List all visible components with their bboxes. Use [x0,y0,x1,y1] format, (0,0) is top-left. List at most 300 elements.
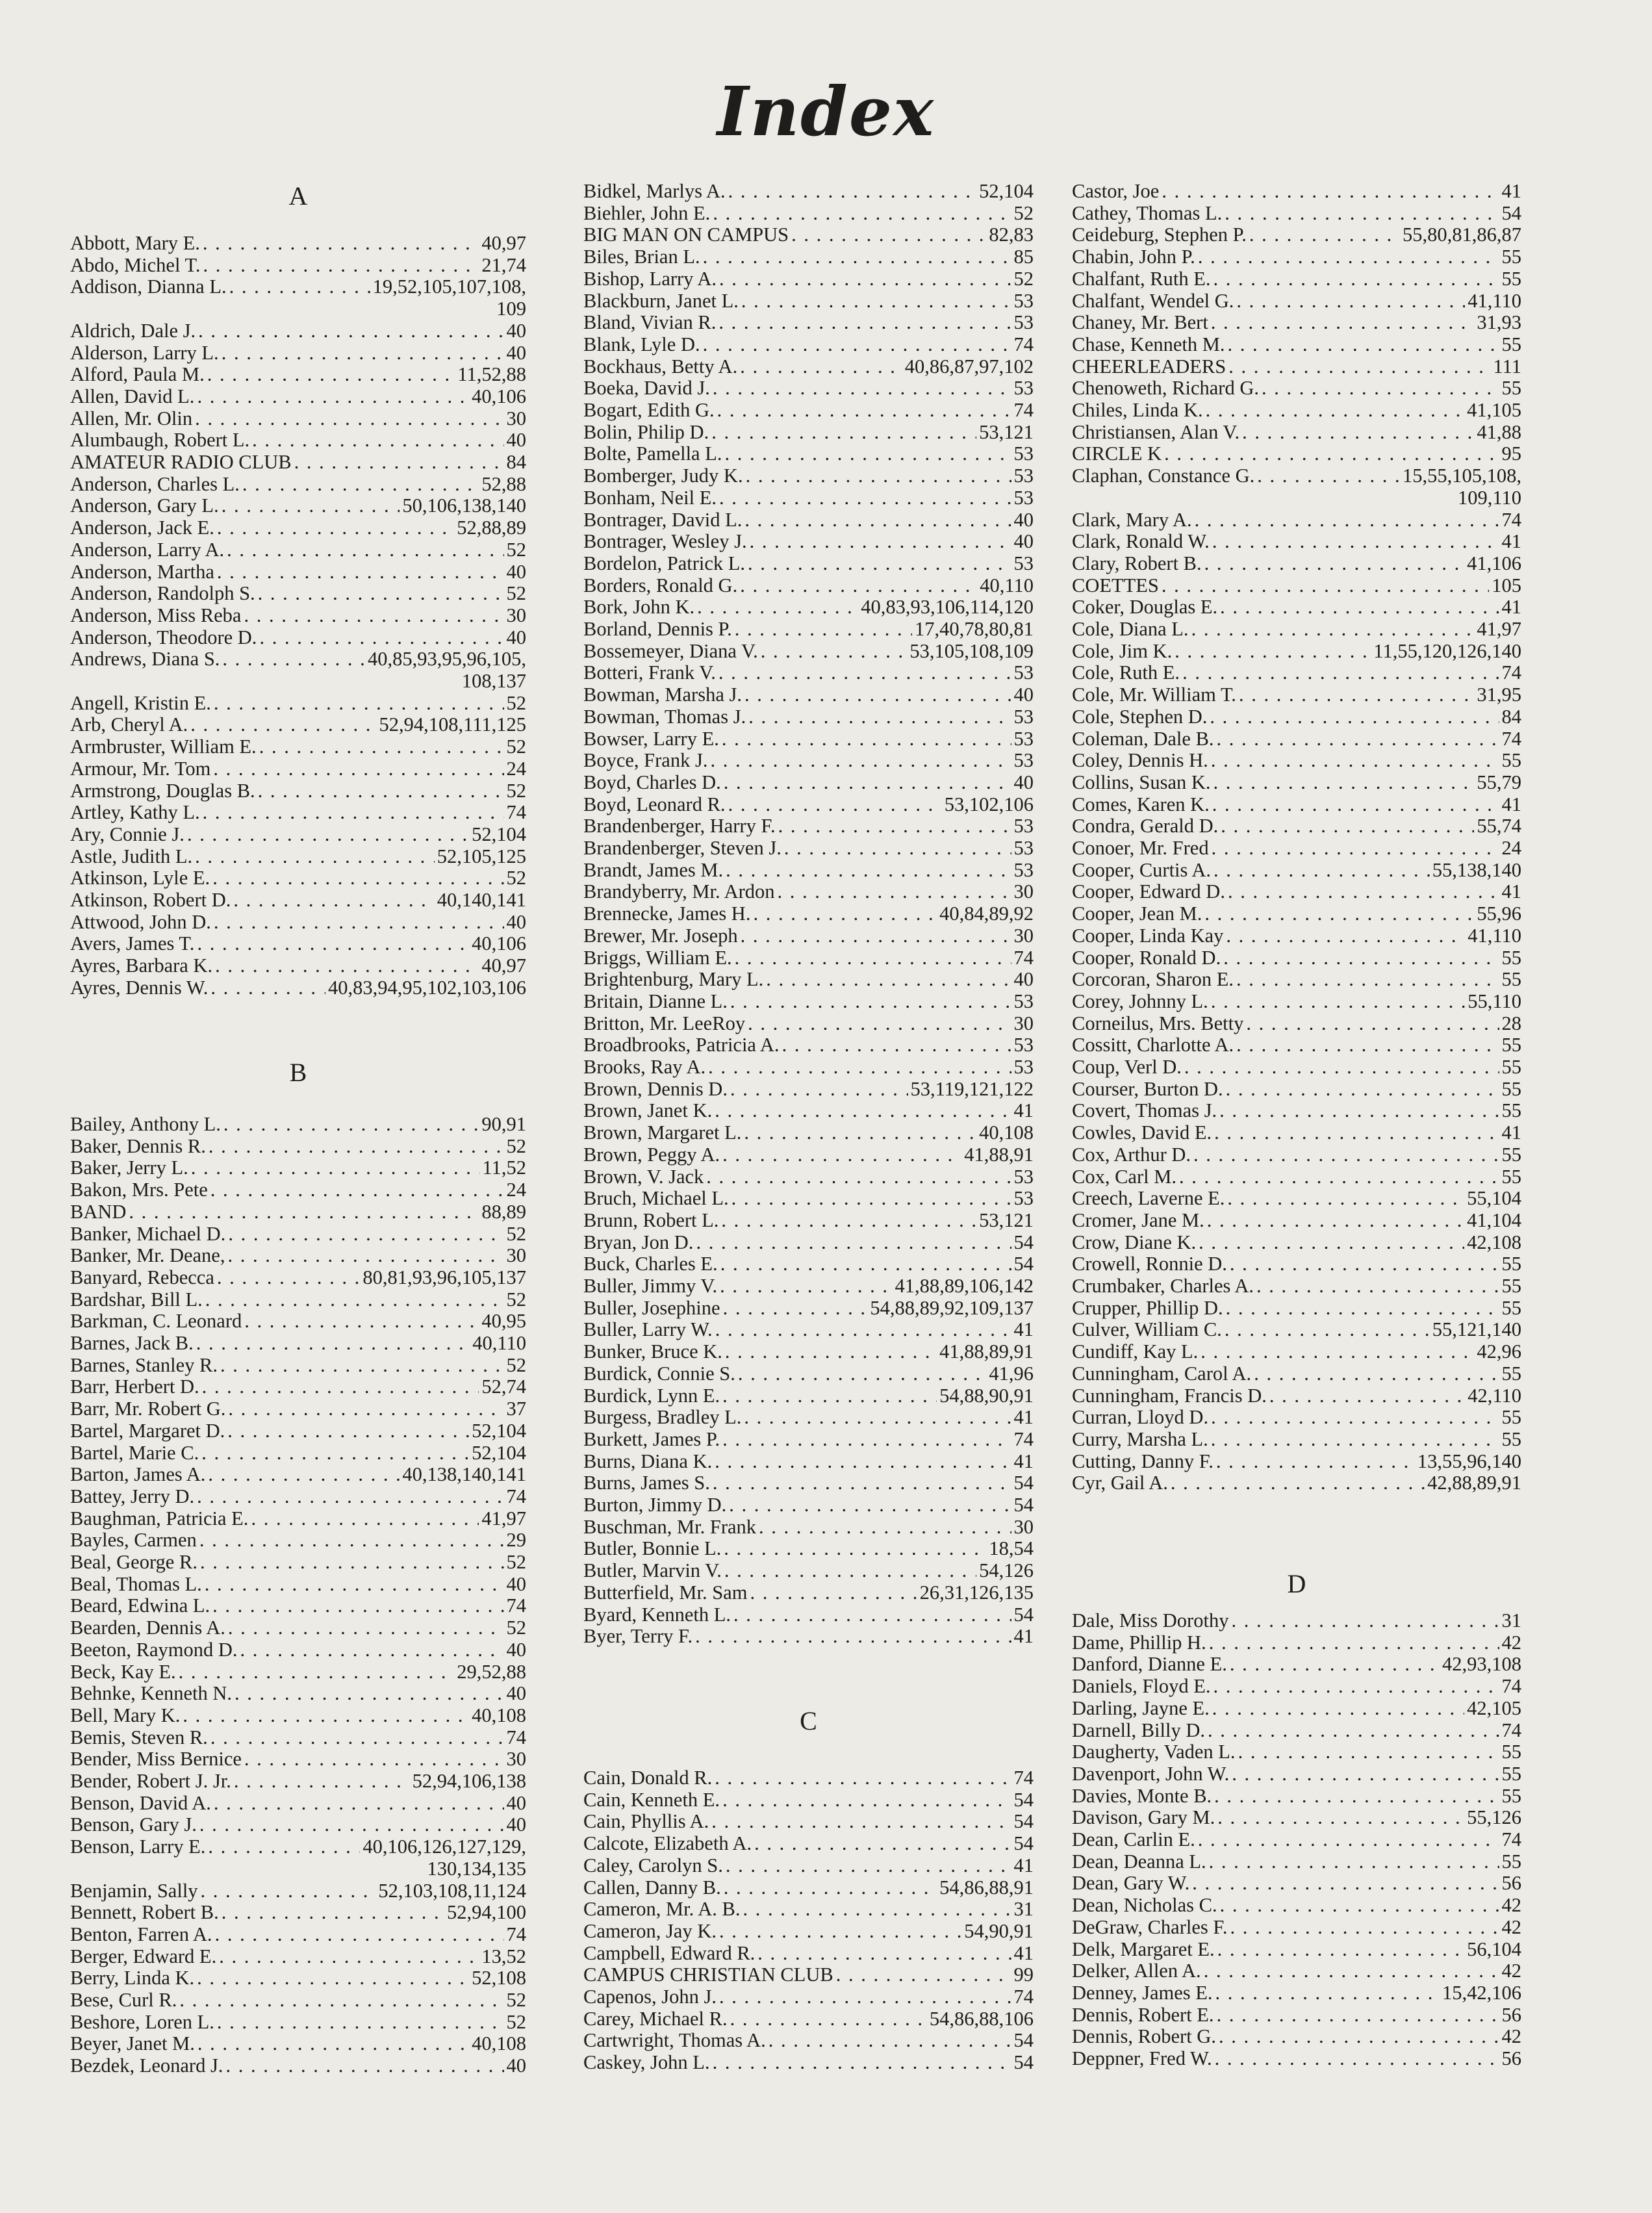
index-entry [1072,1653,1521,1675]
leader-dots [1182,661,1499,684]
entry-name: Culver, William C. [1072,1318,1222,1341]
index-entry [1072,1916,1521,1938]
entry-pages: 74 [506,1726,526,1748]
index-entry [583,224,1034,246]
entry-name: Alumbaugh, Robert L. [70,429,250,452]
leader-dots [1211,1428,1499,1450]
index-entry [583,859,1034,881]
leader-dots [1213,268,1499,290]
index-entry [583,399,1034,421]
index-entry [583,180,1034,202]
entry-name: Cunningham, Francis D. [1072,1384,1267,1407]
entry-pages: 55,74 [1477,815,1521,838]
index-entry [1072,1763,1521,1785]
index-entry [583,771,1034,793]
leader-dots [225,2054,503,2077]
leader-dots [1230,1253,1499,1275]
index-entry [583,728,1034,750]
leader-dots [1212,530,1499,552]
entry-name: Bell, Mary K. [70,1704,181,1726]
index-entry [583,706,1034,728]
entry-name: COETTES [1072,574,1159,596]
entry-pages-continued: 109,110 [1458,487,1521,509]
index-entry [70,494,526,517]
entry-pages: 84 [506,451,526,473]
leader-dots [722,728,1011,750]
index-entry [1072,377,1521,399]
entry-name: Anderson, Theodore D. [70,626,257,648]
entry-name: Burns, James S. [583,1472,710,1494]
index-entry [1072,1675,1521,1697]
entry-pages: 17,40,78,80,81 [915,618,1034,640]
entry-pages: 54,88,90,91 [939,1384,1034,1407]
entry-pages: 40 [506,319,526,342]
entry-name: Anderson, Miss Reba [70,604,242,626]
leader-dots [202,1375,479,1398]
entry-pages: 30 [1013,880,1034,903]
entry-pages: 11,55,120,126,140 [1373,639,1521,662]
leader-dots [761,640,908,662]
entry-name: Brennecke, James H. [583,902,751,925]
entry-name: Anderson, Martha [70,560,214,583]
entry-name: Clary, Robert B. [1072,552,1202,574]
section-heading: D [1287,1569,1306,1598]
entry-name: Bontrager, Wesley J. [583,530,747,553]
index-entry [1072,1631,1521,1654]
entry-pages: 54 [1501,201,1521,224]
index-entry [583,1362,1034,1385]
entry-pages: 28 [1501,1012,1521,1034]
entry-pages: 40,108 [472,1704,526,1726]
leader-dots [730,990,1011,1012]
leader-dots [244,1310,479,1332]
entry-name: Crowell, Ronnie D. [1072,1253,1227,1275]
entry-name: Castor, Joe [1072,180,1160,202]
index-entry [583,1789,1034,1811]
leader-dots [836,1964,1011,1986]
entry-pages: 11,52,88 [457,363,526,386]
entry-pages: 55 [1501,1406,1521,1429]
leader-dots [1216,1450,1415,1472]
index-entry [583,574,1034,596]
entry-pages: 74 [1013,946,1034,969]
index-entry [583,2051,1034,2073]
entry-pages: 53 [1013,377,1034,400]
leader-dots [706,1166,1011,1188]
entry-name: Dean, Nicholas C. [1072,1894,1217,1917]
leader-dots [1191,618,1475,640]
index-entry [1072,1385,1521,1407]
leader-dots [778,815,1011,837]
index-entry [70,1682,526,1704]
leader-dots [198,320,503,342]
leader-dots [713,202,1011,224]
entry-name: Burdick, Lynn E. [583,1384,720,1407]
index-entry [70,1770,526,1792]
entry-name: Denney, James E. [1072,1981,1213,2004]
entry-pages: 54 [1013,1788,1034,1811]
entry-name: Burdick, Connie S. [583,1362,735,1385]
entry-name: Bockhaus, Betty A. [583,355,738,377]
leader-dots [791,224,986,246]
index-entry [70,1507,526,1529]
leader-dots [754,1832,1011,1854]
section-heading: B [289,1058,307,1087]
entry-name: Coker, Douglas E. [1072,596,1218,619]
index-entry [70,1157,526,1179]
index-entry [583,377,1034,399]
index-entry [70,713,526,736]
leader-dots [715,1450,1011,1472]
entry-pages: 41 [1013,1318,1034,1341]
entry-name: Cameron, Jay K. [583,1919,717,1942]
leader-dots [724,771,1011,793]
leader-dots [1269,1385,1465,1407]
entry-pages: 52,105,125 [437,845,526,867]
leader-dots [778,880,1011,902]
entry-pages: 42 [1501,1631,1521,1654]
entry-name: BIG MAN ON CAMPUS [583,224,789,246]
leader-dots [259,736,504,758]
index-entry [583,990,1034,1012]
leader-dots [197,385,469,407]
leader-dots [724,1559,976,1581]
entry-pages: 54 [1013,1253,1034,1275]
entry-pages: 55 [1501,1850,1521,1873]
entry-pages: 55,79 [1477,771,1521,793]
leader-dots [748,1012,1011,1034]
leader-dots [213,758,503,780]
entry-pages: 53 [1013,486,1034,509]
index-entry [583,1898,1034,1920]
entry-pages: 41,110 [1468,289,1521,312]
entry-pages: 40,106 [472,385,526,407]
entry-name: Curry, Marsha L. [1072,1427,1208,1450]
entry-pages: 74 [1013,1986,1034,2008]
leader-dots [219,1945,479,1967]
entry-name: Beshore, Loren L. [70,2010,214,2033]
entry-pages: 41,96 [989,1362,1034,1385]
entry-pages: 41 [1013,1406,1034,1429]
entry-pages: 105 [1492,574,1521,596]
entry-pages: 55 [1501,1034,1521,1056]
entry-name: Boyd, Charles D. [583,771,721,793]
entry-name: Cooper, Curtis A. [1072,858,1211,881]
entry-name: Bork, John K. [583,596,695,619]
leader-dots [227,1420,469,1442]
leader-dots [1256,1275,1499,1297]
leader-dots [719,487,1011,509]
leader-dots [746,465,1011,487]
entry-name: Benton, Farren A. [70,1923,212,1945]
entry-pages: 52 [506,538,526,561]
index-entry [70,539,526,561]
index-entry [1072,925,1521,947]
index-entry [70,911,526,933]
index-entry [70,385,526,407]
entry-name: Brown, Janet K. [583,1099,713,1122]
entry-name: Cox, Arthur D. [1072,1143,1191,1166]
entry-name: Dean, Carlin E. [1072,1828,1195,1850]
leader-dots [1217,1806,1464,1828]
entry-name: Cole, Ruth E. [1072,661,1180,684]
entry-name: Bogart, Edith G. [583,399,715,421]
entry-pages: 52,104 [472,823,526,845]
index-entry [583,1854,1034,1876]
leader-dots [205,1573,504,1595]
index-entry [1072,246,1521,268]
index-entry [583,1876,1034,1899]
entry-name: CAMPUS CHRISTIAN CLUB [583,1964,833,1986]
leader-dots [222,1901,444,1923]
entry-pages: 21,74 [481,253,526,276]
index-entry [1072,290,1521,312]
index-entry [1072,968,1521,990]
entry-pages: 52 [1013,201,1034,224]
entry-name: Butler, Marvin V. [583,1559,722,1582]
entry-name: Banker, Michael D. [70,1222,226,1245]
entry-pages: 52,94,106,138 [412,1770,526,1792]
entry-name: Bearden, Dennis A. [70,1617,225,1639]
leader-dots [711,1810,1011,1832]
index-entry [1072,1850,1521,1873]
index-entry [583,1537,1034,1559]
entry-pages: 41 [1501,180,1521,202]
leader-dots [1209,1850,1499,1873]
leader-dots [1201,1340,1474,1362]
leader-dots [721,1209,976,1231]
entry-name: Creech, Laverne E. [1072,1187,1225,1210]
leader-dots [715,1099,1011,1121]
leader-dots [720,1275,892,1297]
entry-name: Curran, Lloyd D. [1072,1406,1209,1429]
index-entry [1072,1034,1521,1056]
entry-pages: 53 [1013,465,1034,487]
entry-name: Burkett, James P. [583,1427,720,1450]
entry-pages: 40,110 [472,1332,526,1354]
index-entry [583,837,1034,859]
entry-pages: 53 [1013,289,1034,312]
entry-pages: 40 [506,2054,526,2077]
leader-dots [782,1034,1011,1056]
entry-pages: 55 [1501,1275,1521,1297]
entry-pages: 40,106 [472,932,526,955]
leader-dots [258,582,504,604]
index-entry [70,845,526,867]
index-entry [70,1398,526,1420]
leader-dots [1236,290,1465,312]
index-entry [583,1012,1034,1034]
index-entry [70,1923,526,1945]
entry-name: Berger, Edward E. [70,1945,217,1967]
index-entry [1072,311,1521,333]
index-entry [1072,1872,1521,1894]
entry-name: Botteri, Frank V. [583,661,716,684]
index-entry [583,1078,1034,1100]
entry-pages: 74 [1501,508,1521,531]
entry-name: Arb, Cheryl A. [70,713,188,736]
section-heading: C [800,1706,817,1735]
leader-dots [724,442,1011,465]
leader-dots [201,1880,376,1902]
entry-pages: 52 [506,1288,526,1311]
leader-dots [1228,355,1490,377]
entry-pages: 54 [1013,1472,1034,1494]
index-entry [1072,268,1521,290]
leader-dots [1230,1916,1499,1938]
entry-name: Barnes, Jack B. [70,1332,194,1354]
index-entry [1072,947,1521,969]
entry-name: Daugherty, Vaden L. [1072,1741,1236,1763]
index-entry [70,1617,526,1639]
entry-name: Claphan, Constance G. [1072,465,1255,487]
entry-pages: 55 [1501,1077,1521,1100]
entry-name: Brown, V. Jack [583,1165,704,1188]
entry-name: Alderson, Larry L. [70,341,219,364]
leader-dots [222,494,400,517]
entry-pages: 54 [1013,1494,1034,1516]
index-entry [70,1661,526,1683]
index-entry [70,1310,526,1332]
entry-name: Cooper, Linda Kay [1072,924,1224,947]
leader-dots [1214,859,1430,881]
index-entry [1072,1056,1521,1078]
entry-name: Dennis, Robert E. [1072,2003,1214,2026]
index-entry [583,1920,1034,1942]
entry-pages: 53 [1013,1034,1034,1056]
entry-pages: 55,110 [1468,990,1521,1012]
entry-name: DeGraw, Charles F. [1072,1915,1228,1938]
leader-dots [741,925,1011,947]
entry-name: Brown, Margaret L. [583,1121,742,1144]
entry-name: Baughman, Patricia E. [70,1507,249,1529]
entry-pages: 31,93 [1477,311,1521,334]
entry-name: Biles, Brian L. [583,246,700,268]
entry-pages: 54 [1013,1832,1034,1855]
index-entry [1072,793,1521,815]
entry-pages-continued: 108,137 [461,670,526,693]
entry-name: Abdo, Michel T. [70,253,201,276]
entry-pages: 55,121,140 [1432,1318,1521,1341]
entry-name: Brandenberger, Steven J. [583,837,782,859]
entry-name: Cundiff, Kay L. [1072,1340,1199,1363]
entry-name: Angell, Kristin E. [70,691,211,714]
index-entry [583,1472,1034,1494]
index-entry [1072,1166,1521,1188]
entry-pages: 53,105,108,109 [909,639,1034,662]
entry-name: Chase, Kenneth M. [1072,333,1225,355]
entry-pages: 74 [1501,1719,1521,1741]
entry-pages: 52,108 [472,1967,526,1989]
entry-pages: 52 [506,691,526,714]
entry-name: Cain, Phyllis A. [583,1810,709,1833]
index-entry [583,1942,1034,1964]
leader-dots [719,1920,961,1942]
index-entry [1072,1472,1521,1494]
entry-name: Borders, Ronald G. [583,574,738,596]
entry-pages: 41,110 [1468,924,1521,947]
leader-dots [722,1789,1011,1811]
page-title: Index [717,71,935,151]
index-entry [70,1113,526,1135]
index-entry [1072,1318,1521,1340]
entry-pages: 74 [506,801,526,824]
entry-pages: 40,86,87,97,102 [904,355,1034,377]
leader-dots [201,1442,469,1464]
entry-pages: 55,126 [1467,1806,1521,1829]
index-entry [583,1450,1034,1472]
index-entry [1072,530,1521,552]
entry-pages: 40 [506,1791,526,1814]
entry-name: Corey, Johnny L. [1072,990,1208,1012]
entry-name: Delker, Allen A. [1072,1960,1201,1982]
entry-pages: 40,106,126,127,129, [362,1836,526,1858]
entry-name: Cooper, Ronald D. [1072,946,1221,969]
entry-name: Bakon, Mrs. Pete [70,1179,208,1201]
leader-dots [212,867,503,889]
entry-name: Bowman, Marsha J. [583,684,742,706]
entry-pages: 24 [506,1179,526,1201]
leader-dots [129,1201,479,1223]
index-entry [70,1332,526,1354]
entry-name: Callen, Danny B. [583,1876,721,1899]
leader-dots [728,793,942,815]
entry-pages: 56 [1501,2003,1521,2026]
leader-dots [207,363,455,385]
leader-dots [744,1121,976,1144]
entry-name: Armour, Mr. Tom [70,757,211,780]
entry-pages: 55 [1501,1427,1521,1450]
entry-pages: 41,97 [481,1507,526,1529]
entry-name: Covert, Thomas J. [1072,1099,1217,1122]
index-entry [1072,1340,1521,1362]
entry-name: Butterfield, Mr. Sam [583,1581,748,1604]
leader-dots [695,1625,1011,1647]
entry-pages: 80,81,93,96,105,137 [362,1266,526,1288]
index-entry [70,889,526,911]
entry-pages: 52,94,108,111,125 [379,713,526,736]
entry-name: Darnell, Billy D. [1072,1719,1205,1741]
leader-dots [759,1516,1011,1538]
index-entry [70,692,526,714]
leader-dots [205,1288,504,1311]
leader-dots [227,1244,503,1266]
leader-dots [726,859,1011,881]
leader-dots [722,1144,961,1166]
index-entry [70,1244,526,1266]
leader-dots [197,932,469,954]
index-entry [583,1166,1034,1188]
entry-pages: 13,55,96,140 [1417,1450,1521,1472]
index-entry [70,1420,526,1442]
entry-name: Alford, Paula M. [70,363,205,386]
entry-name: Brooks, Ray A. [583,1056,706,1078]
leader-dots [722,1428,1011,1450]
entry-name: Briggs, William E. [583,946,732,969]
index-entry [1072,399,1521,421]
entry-name: Anderson, Charles L. [70,472,240,495]
entry-name: Benjamin, Sally [70,1879,198,1902]
index-entry [70,736,526,758]
entry-pages: 50,106,138,140 [402,494,526,517]
entry-pages: 29 [506,1529,526,1552]
leader-dots [735,947,1011,969]
entry-name: Bolte, Pamella L. [583,442,722,465]
entry-name: Buller, Larry W. [583,1318,713,1341]
entry-pages: 52 [1013,267,1034,290]
entry-pages: 40 [1013,530,1034,553]
index-entry [583,1625,1034,1647]
